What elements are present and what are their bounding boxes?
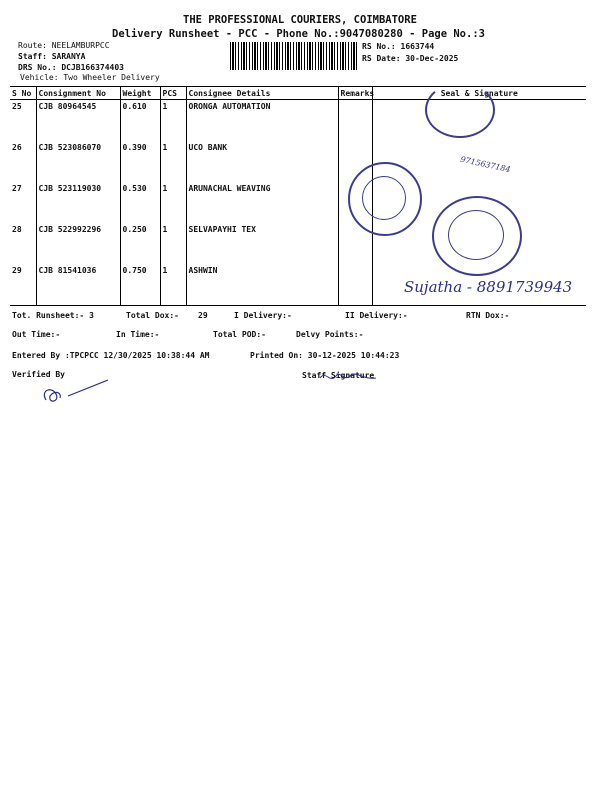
cell-weight: 0.390 [120, 141, 160, 182]
tot-runsheet: Tot. Runsheet:- 3 [12, 311, 94, 320]
cell-sno: 25 [12, 102, 22, 111]
col-pcs: PCS [160, 87, 186, 100]
printed-on: Printed On: 30-12-2025 10:44:23 [250, 351, 400, 360]
staff-signature-scribble-icon [318, 368, 378, 386]
cell-sno: 26 [12, 143, 22, 152]
cell-consignment: CJB 80964545 [36, 100, 120, 142]
table-header-row [10, 87, 586, 100]
vehicle-label: Vehicle: Two Wheeler Delivery [20, 73, 160, 82]
verified-by: Verified By [12, 370, 65, 379]
rtn-dox: RTN Dox:- [466, 311, 510, 320]
cell-weight: 0.530 [120, 182, 160, 223]
verified-signature-icon [38, 378, 118, 408]
cell-sno: 29 [10, 264, 36, 306]
seal-stamp [432, 196, 522, 276]
cell-sno: 28 [12, 225, 22, 234]
col-seal: Seal & Signature [372, 87, 586, 100]
out-time: Out Time:- [12, 330, 61, 339]
cell-pcs: 1 [160, 264, 186, 306]
handwritten-phone: 9715637184 [459, 154, 512, 175]
cell-consignee: UCO BANK [186, 141, 338, 182]
table-row [10, 141, 586, 182]
delvy-points: Delvy Points:- [296, 330, 364, 339]
total-pod: Total POD:- [213, 330, 266, 339]
i-delivery: I Delivery:- [234, 311, 292, 320]
cell-pcs: 1 [160, 182, 186, 223]
staff-signature: Staff Signature [302, 371, 375, 380]
col-sno: S No [10, 87, 36, 100]
cell-pcs: 1 [160, 223, 186, 264]
col-weight: Weight [120, 87, 160, 100]
runsheet-title: Delivery Runsheet - PCC - Phone No.:9047080280 - Page No.:3 [112, 28, 485, 40]
company-title: THE PROFESSIONAL COURIERS, COIMBATORE [183, 14, 417, 26]
total-dox-value: 29 [198, 311, 208, 320]
seal-stamp [425, 82, 495, 138]
rs-date-label: RS Date: 30-Dec-2025 [362, 54, 459, 63]
cell-consignee: ORONGA AUTOMATION [186, 100, 338, 142]
route-label: Route: NEELAMBURPCC [18, 41, 110, 50]
cell-consignee: ARUNACHAL WEAVING [186, 182, 338, 223]
total-dox: Total Dox:- [126, 311, 179, 320]
seal-stamp [348, 162, 422, 236]
cell-consignee: ASHWIN [186, 264, 338, 306]
cell-weight: 0.750 [120, 264, 160, 306]
ii-delivery: II Delivery:- [345, 311, 408, 320]
cell-weight: 0.250 [120, 223, 160, 264]
cell-remarks [338, 264, 372, 306]
cell-consignment: CJB 522992296 [36, 223, 120, 264]
cell-remarks [338, 100, 372, 142]
col-consignee: Consignee Details [186, 87, 338, 100]
cell-consignment: CJB 523119030 [36, 182, 120, 223]
drs-label: DRS No.: DCJB166374403 [18, 63, 124, 72]
handwritten-note: Sujatha - 8891739943 [404, 278, 573, 296]
in-time: In Time:- [116, 330, 160, 339]
table-row [10, 100, 586, 142]
cell-sno: 27 [12, 184, 22, 193]
col-remarks: Remarks [338, 87, 372, 100]
rs-no-label: RS No.: 1663744 [362, 42, 435, 51]
entered-by: Entered By :TPCPCC 12/30/2025 10:38:44 AM [12, 351, 210, 360]
cell-weight: 0.610 [120, 100, 160, 142]
cell-pcs: 1 [160, 100, 186, 142]
cell-consignment: CJB 81541036 [36, 264, 120, 306]
barcode [230, 42, 358, 70]
staff-label: Staff: SARANYA [18, 52, 86, 61]
cell-pcs: 1 [160, 141, 186, 182]
col-consignment: Consignment No [36, 87, 120, 100]
cell-consignee: SELVAPAYHI TEX [186, 223, 338, 264]
runsheet-table [10, 86, 586, 306]
cell-consignment: CJB 523086070 [36, 141, 120, 182]
